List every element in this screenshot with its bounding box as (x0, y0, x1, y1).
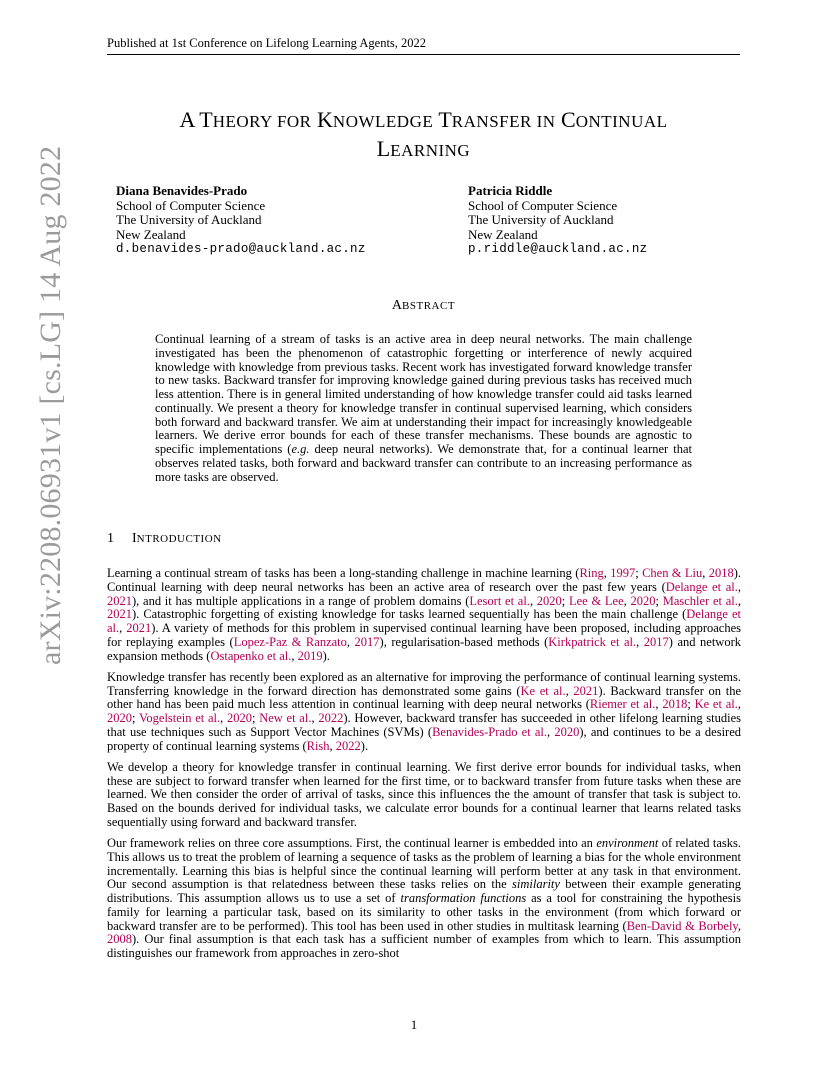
citation-link[interactable]: Delange et al. (107, 607, 742, 635)
citation-link[interactable]: Riemer et al. (589, 697, 656, 712)
citation-link[interactable]: New et al. (259, 711, 312, 725)
citation-link[interactable]: 2021 (107, 593, 132, 608)
conference-header: Published at 1st Conference on Lifelong Learning Agents, 2022 (107, 36, 740, 55)
title-word-rest: ONTINUAL (575, 112, 668, 131)
paper-title (107, 106, 740, 164)
title-line-2 (107, 135, 740, 164)
emphasis: e.g. (291, 442, 310, 456)
citation-link[interactable]: 2022 (318, 711, 344, 725)
citation-link[interactable]: 2020 (630, 593, 656, 608)
author-email[interactable]: d.benavides-prado@auckland.ac.nz (116, 242, 366, 257)
citation-link[interactable]: Vogelstein et al. (138, 711, 221, 725)
emphasis: environment (596, 836, 659, 850)
title-word-initial: T (438, 107, 452, 132)
author-block-2 (468, 184, 647, 257)
citation-link[interactable]: Ring (579, 566, 604, 580)
author-country: New Zealand (468, 226, 538, 242)
paragraph: Learning a continual stream of tasks has been a long-standing challenge in machine learning (Ring, 1997; Chen & Liu, 2018). Continual learning with deep neural networks has been an active area of research over the past few years (Delange et al., 2021), and it has multiple applications in a range of problem domains (Lesort et al., 2020; Lee & Lee, 2020; Maschler et al., 2021). Catastrophic forgetting of existing knowledge for tasks learned sequentially has been the main challenge (Delange et al., 2021). A variety of methods for this problem in supervised continual learning have been proposed, including approaches for replaying examples (Lopez-Paz & Ranzato, 2017), regularisation-based methods (Kirkpatrick et al., 2017) and network expansion methods (Ostapenko et al., 2019). (107, 566, 742, 663)
citation-link[interactable]: Delange et al. (665, 579, 738, 594)
citation-link[interactable]: Rish (306, 738, 330, 753)
citation-link[interactable]: 1997 (610, 566, 636, 580)
citation-link[interactable]: 2020 (536, 593, 562, 608)
arxiv-identifier-stamp: arXiv:2208.06931v1 [cs.LG] 14 Aug 2022 (34, 145, 67, 665)
citation-link[interactable]: Kirkpatrick et al. (548, 634, 637, 649)
citation-link[interactable]: 2020 (107, 711, 132, 725)
title-word-initial: L (376, 136, 391, 161)
citation-link[interactable]: Ostapenko et al. (210, 648, 292, 663)
abstract-text: Continual learning of a stream of tasks is an active area in deep neural networks. The main challenge investigated has been the phenomenon of catastrophic forgetting or interference of newly acquired knowledge with knowledge from previous tasks. Recent work has investigated forward knowledge transfer to new tasks. Backward transfer for improving knowledge gained during previous tasks has received much less attention. There is in general limited understanding of how knowledge transfer could aid tasks learned continually. We present a theory for knowledge transfer in continual supervised learning, which considers both forward and backward transfer. We aim at understanding their impact for increasingly knowledgeable learners. We derive error bounds for each of these transfer mechanisms. These bounds are agnostic to specific implementations (e.g. deep neural networks). We demonstrate that, for a continual learner that observes related tasks, both forward and backward transfer can contribute to an increasing performance as more tasks are observed. (155, 332, 693, 484)
citation-link[interactable]: Maschler et al. (662, 593, 738, 608)
citation-link[interactable]: 2017 (354, 634, 380, 649)
section-heading-rest: NTRODUCTION (136, 533, 222, 545)
title-word-initial: C (561, 107, 576, 132)
author-block-1 (116, 184, 366, 257)
author-country: New Zealand (116, 226, 186, 242)
citation-link[interactable]: 2019 (297, 648, 323, 663)
emphasis: transformation functions (400, 891, 527, 905)
paragraph: Our framework relies on three core assumptions. First, the continual learner is embedded into an environment of related tasks. This allows us to treat the problem of learning a sequence of tasks as the problem of learning a bias for the whole environment incrementally. Learning this bias is helpful since the continual learning will perform better at any task in that environment. Our second assumption is that relatedness between these tasks relies on the similarity between their example generating distributions. This assumption allows us to use a set of transformation functions as a tool for constraining the hypothesis family for learning a particular task, based on its similarity to other tasks in the environment (from which forward or backward transfer are to be performed). This tool has been used in other studies in multitask learning (Ben-David & Borbely, 2008). Our final assumption is that each task has a sufficient number of examples from which to learn. This assumption distinguishes our framework from approaches in zero-shot (107, 836, 741, 960)
abstract-heading-initial: A (391, 298, 403, 313)
citation-link[interactable]: 2021 (126, 621, 152, 635)
section-number: 1 (107, 531, 114, 546)
section-heading-introduction (107, 531, 222, 547)
citation-link[interactable]: Ke et al. (520, 683, 566, 698)
author-department: School of Computer Science (116, 197, 266, 213)
citation-link[interactable]: 2021 (573, 683, 599, 698)
citation-link[interactable]: Lopez-Paz & Ranzato (233, 634, 347, 649)
page-number: 1 (410, 1017, 418, 1032)
citation-link[interactable]: Ben-David & Borbely (626, 918, 738, 933)
paragraph: We develop a theory for knowledge transfer in continual learning. We first derive error bounds for individual tasks, when these are subject to forward transfer when learned for the first time, or to backward transfer from future tasks when these are learned. We then consider the order of arrival of tasks, since this influences the the amount of transfer that task is subject to. Based on the bounds derived for individual tasks, we calculate error bounds for a continual learner that learns related tasks sequentially using forward and backward transfer. (107, 759, 741, 829)
author-email[interactable]: p.riddle@auckland.ac.nz (468, 242, 648, 257)
title-word-rest: NOWLEDGE (332, 112, 434, 131)
author-name: Diana Benavides-Prado (116, 183, 248, 198)
paragraph: Knowledge transfer has recently been explored as an alternative for improving the performance of continual learning systems. Transferring knowledge in the forward direction has demonstrated some gains (Ke et al., 2021). Backward transfer on the other hand has been paid much less attention in continual learning with deep neural networks (Riemer et al., 2018; Ke et al., 2020; Vogelstein et al., 2020; New et al., 2022). However, backward transfer has succeeded in other lifelong learning studies that use techniques such as Support Vector Machines (SVMs) (Benavides-Prado et al., 2020), and continues to be a desired property of continual learning systems (Rish, 2022). (107, 669, 742, 753)
title-word-rest: RANSFER IN (451, 112, 556, 131)
emphasis: similarity (512, 877, 560, 892)
introduction-body (107, 567, 741, 968)
citation-link[interactable]: 2008 (107, 932, 132, 947)
citation-link[interactable]: 2020 (554, 724, 580, 739)
citation-link[interactable]: Benavides-Prado et al. (432, 724, 548, 739)
abstract-heading (107, 298, 740, 314)
citation-link[interactable]: 2021 (107, 607, 132, 622)
citation-link[interactable]: 2018 (708, 566, 734, 580)
citation-link[interactable]: 2020 (227, 711, 253, 725)
title-word-rest: HEORY FOR (212, 112, 312, 131)
citation-link[interactable]: 2022 (335, 738, 361, 753)
author-university: The University of Auckland (468, 212, 614, 228)
title-line-1 (107, 106, 740, 135)
citation-link[interactable]: Ke et al. (694, 697, 738, 712)
title-word-rest: EARNING (390, 141, 471, 160)
author-name: Patricia Riddle (468, 183, 553, 198)
title-word-initial: K (317, 107, 333, 132)
title-word-initial: A (179, 107, 195, 132)
section-heading-initial: I (132, 531, 137, 546)
citation-link[interactable]: 2017 (643, 634, 669, 649)
title-word-initial: T (199, 107, 213, 132)
citation-link[interactable]: Lee & Lee (569, 593, 624, 608)
author-university: The University of Auckland (116, 212, 262, 228)
abstract-heading-rest: BSTRACT (402, 300, 456, 312)
citation-link[interactable]: Lesort et al. (469, 593, 530, 608)
author-department: School of Computer Science (468, 197, 618, 213)
citation-link[interactable]: 2018 (662, 697, 688, 712)
citation-link[interactable]: Chen & Liu (642, 566, 703, 580)
